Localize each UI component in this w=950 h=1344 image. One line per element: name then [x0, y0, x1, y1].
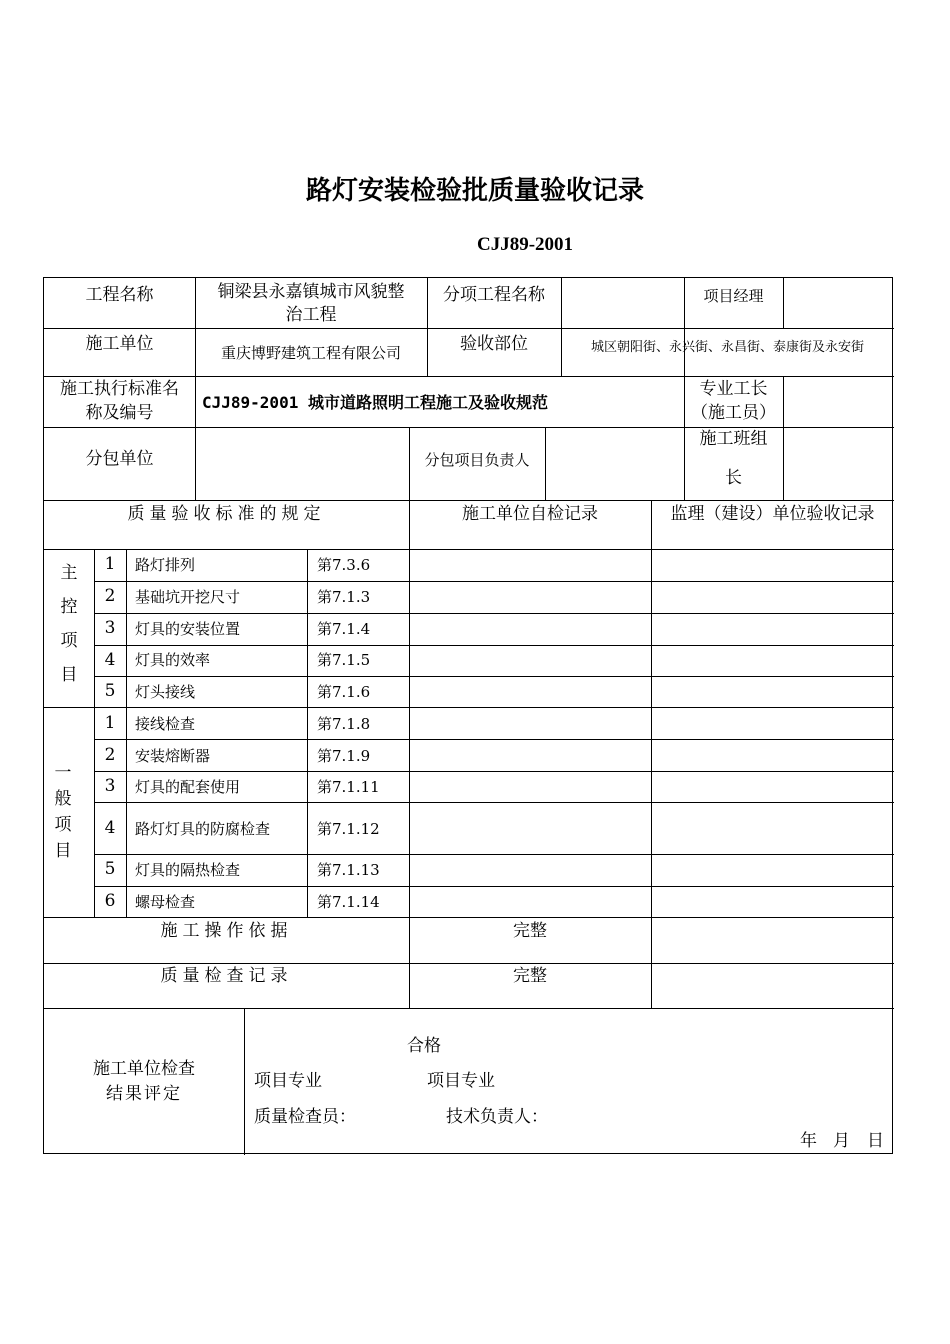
main-item-clause: 第7.1.4 — [317, 620, 371, 638]
general-item-name: 安装熔断器 — [135, 747, 211, 765]
general-item-name: 路灯灯具的防腐检查 — [135, 820, 271, 838]
standard-label-line1: 施工执行标准名 — [60, 379, 179, 399]
main-item-name: 灯头接线 — [135, 683, 196, 701]
main-item-name: 灯具的安装位置 — [135, 620, 241, 638]
document-title: 路灯安装检验批质量验收记录 — [305, 176, 644, 206]
supervision-heading: 监理（建设）单位验收记录 — [670, 504, 875, 524]
main-item-clause: 第7.3.6 — [317, 556, 371, 574]
contractor-label: 施工单位 — [85, 334, 154, 354]
quality-inspector-label: 质量检查员： — [254, 1107, 356, 1127]
acceptance-part-value: 城区朝阳街、永兴街、永昌街、泰康街及永安街 — [590, 340, 864, 355]
acceptance-record-table — [43, 277, 893, 1154]
general-item-clause: 第7.1.12 — [317, 820, 380, 838]
general-item-name: 灯具的配套使用 — [135, 778, 241, 796]
record-value: 完整 — [513, 966, 547, 986]
general-item-clause: 第7.1.8 — [317, 715, 371, 733]
project-name-label: 工程名称 — [85, 285, 154, 305]
standard-value: CJJ89-2001 城市道路照明工程施工及验收规范 — [202, 393, 548, 412]
main-control-label: 主 控 项 目 — [60, 563, 78, 685]
general-item-no: 6 — [104, 891, 116, 911]
main-item-name: 路灯排列 — [135, 556, 196, 574]
main-item-no: 5 — [104, 681, 116, 701]
standard-label-line2: 称及编号 — [85, 403, 154, 423]
criteria-heading: 质量验收标准的规定 — [127, 504, 326, 524]
result-label-line2: 结果评定 — [106, 1084, 182, 1104]
general-item-name: 灯具的隔热检查 — [135, 861, 241, 879]
result-right-line1: 项目专业 — [427, 1071, 495, 1091]
date-year: 年 — [800, 1131, 817, 1151]
main-item-no: 3 — [104, 618, 116, 638]
sub-leader-label: 分包项目负责人 — [424, 451, 530, 469]
result-verdict: 合格 — [407, 1036, 441, 1056]
main-item-no: 4 — [104, 650, 116, 670]
main-item-no: 2 — [104, 586, 116, 606]
general-item-name: 螺母检查 — [135, 893, 196, 911]
project-name-value-line2: 治工程 — [285, 305, 337, 325]
acceptance-part-label: 验收部位 — [460, 334, 528, 354]
date-month: 月 — [833, 1131, 850, 1151]
main-item-name: 基础坑开挖尺寸 — [135, 588, 241, 606]
general-item-clause: 第7.1.9 — [317, 747, 371, 765]
general-items-label: 一 般 项 目 — [54, 763, 72, 861]
sub-item-label: 分项工程名称 — [443, 285, 545, 305]
general-item-clause: 第7.1.14 — [317, 893, 380, 911]
self-check-heading: 施工单位自检记录 — [462, 504, 598, 524]
technical-lead-label: 技术负责人： — [446, 1107, 548, 1127]
general-item-no: 5 — [104, 859, 116, 879]
main-item-no: 1 — [104, 554, 116, 574]
team-leader-label-line1: 施工班组 — [699, 429, 768, 449]
contractor-value: 重庆博野建筑工程有限公司 — [220, 344, 401, 362]
result-left-line1: 项目专业 — [254, 1071, 322, 1091]
foreman-label-line2: （施工员） — [691, 403, 776, 423]
general-item-no: 1 — [104, 713, 116, 733]
main-item-clause: 第7.1.3 — [317, 588, 371, 606]
general-item-no: 4 — [104, 818, 116, 838]
record-label: 质量检查记录 — [160, 966, 293, 986]
general-item-no: 2 — [104, 745, 116, 765]
foreman-label-line1: 专业工长 — [699, 379, 768, 399]
main-item-clause: 第7.1.5 — [317, 651, 371, 669]
main-item-name: 灯具的效率 — [135, 651, 211, 669]
main-item-clause: 第7.1.6 — [317, 683, 371, 701]
subcontractor-label: 分包单位 — [85, 449, 154, 469]
date-day: 日 — [867, 1131, 884, 1151]
standard-code: CJJ89-2001 — [476, 234, 574, 255]
project-manager-label: 项目经理 — [703, 287, 764, 305]
general-item-name: 接线检查 — [135, 715, 196, 733]
team-leader-label-line2: 长 — [725, 468, 742, 488]
general-item-no: 3 — [104, 776, 116, 796]
general-item-clause: 第7.1.13 — [317, 861, 380, 879]
general-item-clause: 第7.1.11 — [317, 778, 380, 796]
basis-value: 完整 — [513, 921, 547, 941]
result-label-line1: 施工单位检查 — [93, 1059, 195, 1079]
project-name-value-line1: 铜梁县永嘉镇城市风貌整 — [217, 282, 405, 302]
basis-label: 施工操作依据 — [160, 921, 293, 941]
